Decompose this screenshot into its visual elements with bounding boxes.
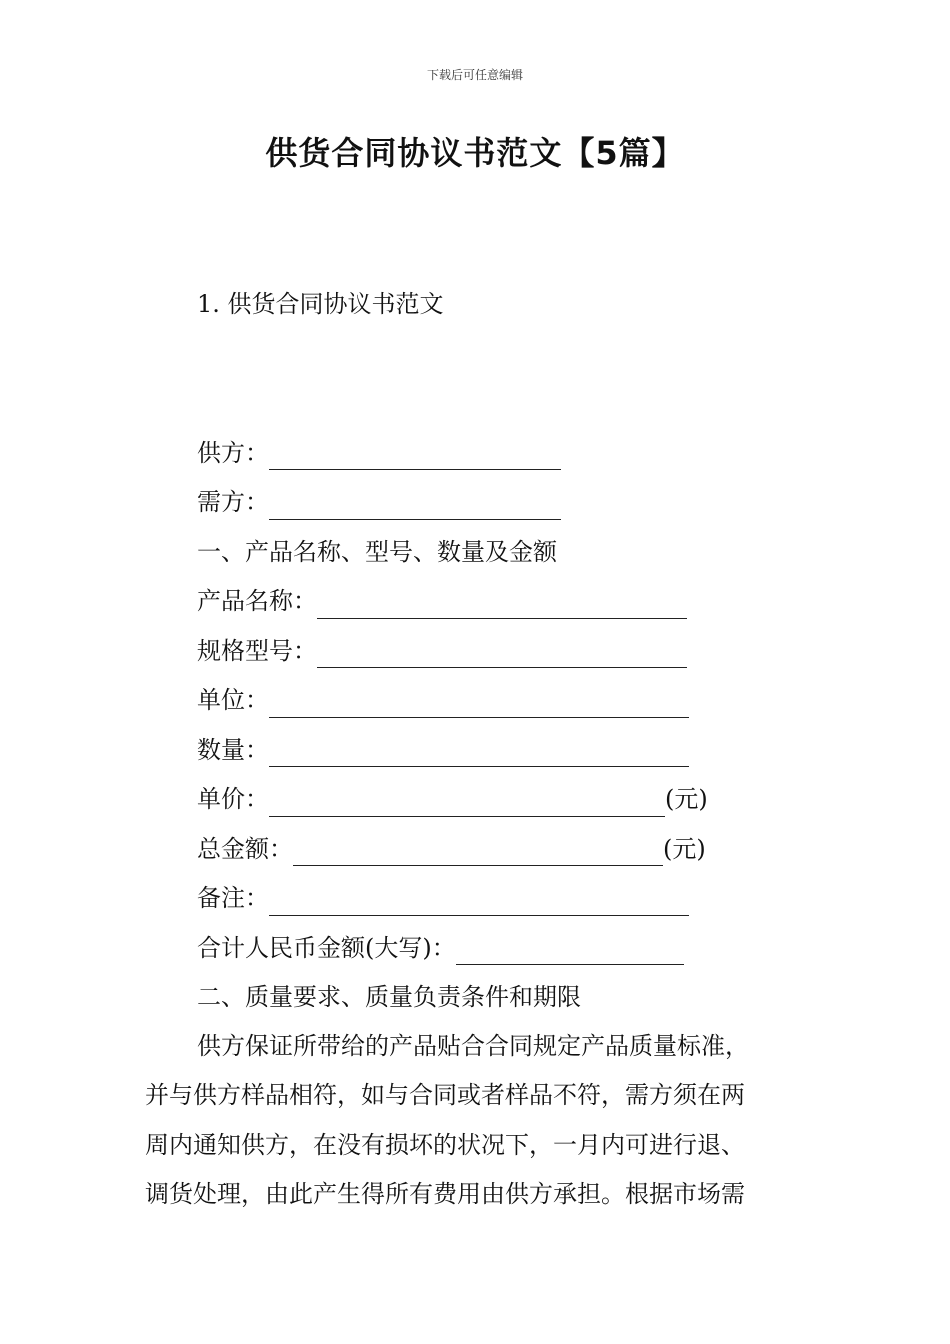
product-name-blank bbox=[317, 590, 687, 619]
buyer-row bbox=[197, 478, 817, 528]
part1-heading: 一、产品名称、型号、数量及金额 bbox=[197, 537, 557, 566]
total-amount-label: 总金额： bbox=[197, 834, 293, 863]
buyer-blank bbox=[269, 491, 561, 520]
total-rmb-label: 合计人民币金额(大写)： bbox=[197, 933, 456, 962]
quantity-label: 数量： bbox=[197, 735, 269, 764]
unit-row bbox=[197, 676, 817, 726]
unit-label: 单位： bbox=[197, 686, 269, 715]
unit-price-suffix: (元) bbox=[665, 785, 708, 814]
remarks-blank bbox=[269, 887, 689, 916]
part2-heading: 二、质量要求、质量负责条件和期限 bbox=[197, 983, 581, 1012]
contract-form bbox=[197, 428, 817, 1022]
paragraph-line: 供方保证所带给的产品贴合合同规定产品质量标准， bbox=[197, 1032, 749, 1060]
quantity-blank bbox=[269, 738, 689, 767]
product-name-row bbox=[197, 577, 817, 627]
unit-blank bbox=[269, 689, 689, 718]
remarks-label: 备注： bbox=[197, 884, 269, 913]
buyer-label: 需方： bbox=[197, 488, 269, 517]
supplier-blank bbox=[269, 441, 561, 470]
total-rmb-blank bbox=[456, 936, 684, 965]
spec-model-blank bbox=[317, 639, 687, 668]
paragraph-line: 调货处理，由此产生得所有费用由供方承担。根据市场需 bbox=[145, 1179, 745, 1208]
total-rmb-row bbox=[197, 923, 817, 973]
spec-model-row bbox=[197, 626, 817, 676]
total-amount-row bbox=[197, 824, 817, 874]
part2-heading-row bbox=[197, 973, 817, 1023]
unit-price-label: 单价： bbox=[197, 785, 269, 814]
section-heading: 1. 供货合同协议书范文 bbox=[197, 290, 444, 318]
unit-price-blank bbox=[269, 788, 665, 817]
document-title: 供货合同协议书范文【5篇】 bbox=[265, 134, 685, 172]
supplier-row bbox=[197, 428, 817, 478]
unit-price-row bbox=[197, 775, 817, 825]
product-name-label: 产品名称： bbox=[197, 587, 317, 616]
paragraph-line: 并与供方样品相符，如与合同或者样品不符，需方须在两 bbox=[145, 1081, 745, 1110]
total-amount-blank bbox=[293, 837, 663, 866]
paragraph-line: 周内通知供方，在没有损坏的状况下，一月内可进行退、 bbox=[145, 1130, 745, 1159]
supplier-label: 供方： bbox=[197, 438, 269, 467]
part1-heading-row bbox=[197, 527, 817, 577]
total-amount-suffix: (元) bbox=[663, 834, 706, 863]
quantity-row bbox=[197, 725, 817, 775]
spec-model-label: 规格型号： bbox=[197, 636, 317, 665]
header-note: 下载后可任意编辑 bbox=[426, 68, 523, 82]
remarks-row bbox=[197, 874, 817, 924]
quality-paragraph bbox=[145, 1022, 807, 1219]
